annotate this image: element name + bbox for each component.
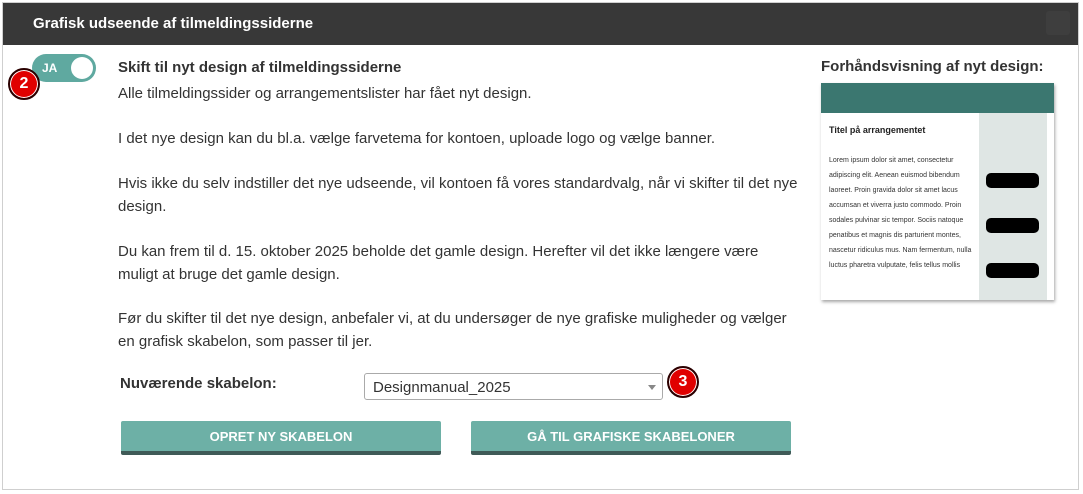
- step-badge-2: 2: [8, 68, 40, 100]
- preview-button-placeholder: [986, 263, 1039, 278]
- panel-title: Grafisk udseende af tilmeldingssiderne: [33, 15, 314, 32]
- current-template-label: Nuværende skabelon:: [120, 375, 277, 392]
- chevron-down-icon: [648, 385, 656, 390]
- preview-button-placeholder: [986, 173, 1039, 188]
- preview-title: Forhåndsvisning af nyt design:: [821, 58, 1044, 75]
- design-preview: [821, 83, 1054, 300]
- panel-header: [3, 3, 1078, 45]
- toggle-label: JA: [42, 61, 58, 75]
- paragraph: Du kan frem til d. 15. oktober 2025 beholde det gamle design. Herefter vil det ikke længere være muligt at bruge det gamle design.: [118, 243, 759, 283]
- template-select-value: Designmanual_2025: [373, 379, 511, 396]
- create-template-button[interactable]: OPRET NY SKABELON: [121, 421, 441, 455]
- preview-header-bar: [821, 83, 1054, 113]
- paragraph: I det nye design kan du bl.a. vælge farvetema for kontoen, uploade logo og vælge banner.: [118, 130, 716, 147]
- toggle-knob: [71, 57, 93, 79]
- step-badge-3: 3: [667, 366, 699, 398]
- header-corner-button[interactable]: [1046, 11, 1070, 35]
- preview-button-placeholder: [986, 218, 1039, 233]
- go-to-templates-button[interactable]: GÅ TIL GRAFISKE SKABELONER: [471, 421, 791, 455]
- paragraph: Hvis ikke du selv indstiller det nye udseende, vil kontoen få vores standardvalg, når vi skifter til det nye design.: [118, 175, 798, 215]
- paragraph: Alle tilmeldingssider og arrangementslister har fået nyt design.: [118, 85, 532, 102]
- new-design-toggle[interactable]: [32, 54, 96, 82]
- section-heading: Skift til nyt design af tilmeldingssiderne: [118, 59, 402, 76]
- template-select[interactable]: [364, 373, 663, 400]
- preview-body-text: Lorem ipsum dolor sit amet, consectetur adipiscing elit. Aenean euismod bibendum laoreet. Proin gravida dolor sit amet lacus accumsan et viverra justo commodo. Proin sodales pulvinar sic tempor. Sociis natoque penatibus et magnis dis parturient montes, nascetur ridiculus mus. Nam fermentum, nulla luctus pharetra vulputate, felis tellus mollis: [829, 157, 972, 269]
- paragraph: Før du skifter til det nye design, anbefaler vi, at du undersøger de nye grafiske muligheder og vælger en grafisk skabelon, som passer til jer.: [118, 310, 787, 350]
- preview-event-title: Titel på arrangementet: [829, 125, 926, 135]
